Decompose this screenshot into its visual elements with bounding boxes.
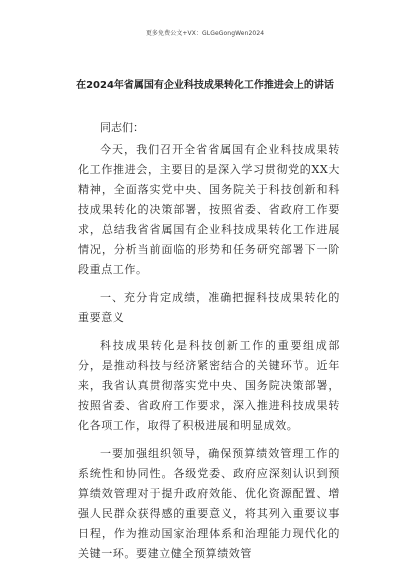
section-heading-1: 一、充分肯定成绩，准确把握科技成果转化的重要意义 [78,291,340,324]
document-body [78,118,340,572]
document-title: 在2024年省属国有企业科技成果转化工作推进会上的讲话 [76,80,334,91]
paragraph-achievements: 科技成果转化是科技创新工作的重要组成部分，是推动科技与经济紧密结合的关键环节。近年来，我省认真贯彻落实党中央、国务院决策部署，按照省委、省政府工作要求，深入推进科技成果转化各项工作，取得了积极进展和明显成效。 [78,339,340,432]
salutation: 同志们： [100,121,144,134]
paragraph-intro: 今天，我们召开全省省属国有企业科技成果转化工作推进会，主要目的是深入学习贯彻党的XX大精神，全面落实党中央、国务院关于科技创新和科技成果转化的决策部署，按照省委、省政府工作要求，总结我省省属国有企业科技成果转化工作进展情况，分析当前面临的形势和任务研究部署下一阶段重点工作。 [78,143,340,276]
header-promo-note: 更多免费公文+VX：GLGeGongWen2024 [145,30,265,37]
paragraph-organization: 一要加强组织领导，确保预算绩效管理工作的系统性和协同性。各级党委、政府应深刻认识到预算绩效管理对于提升政府效能、优化资源配置、增强人民群众获得感的重要意义，将其列入重要议事日程，作为推动国家治理体系和治理能力现代化的关键一环。要建立健全预算绩效管 [78,447,340,560]
